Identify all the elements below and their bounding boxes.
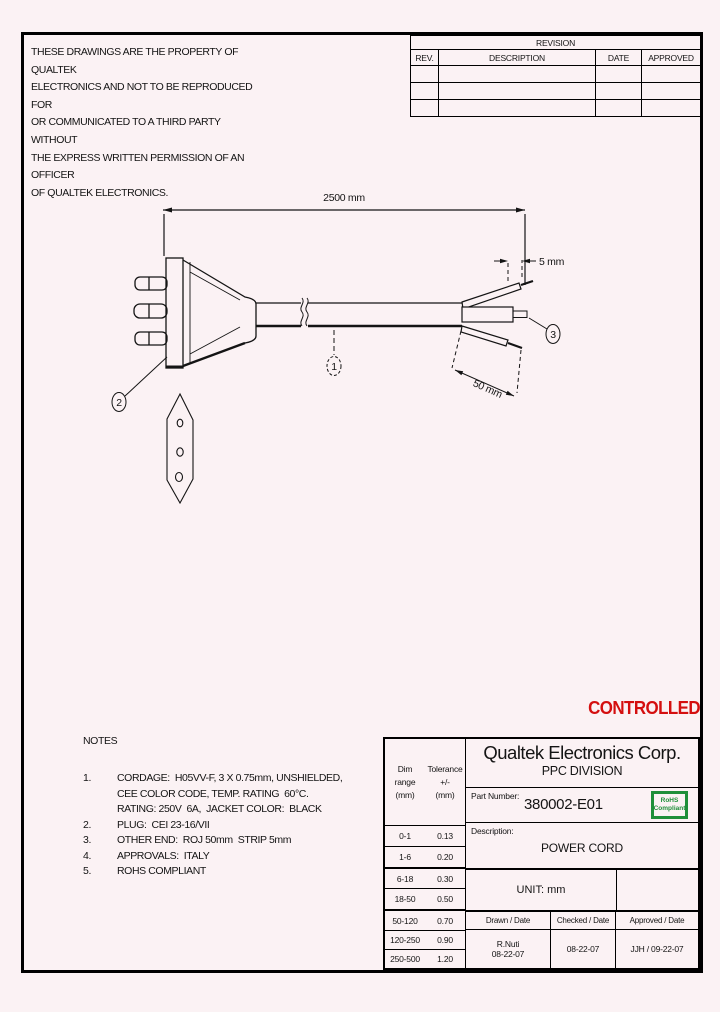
- note-item-3: [83, 833, 383, 849]
- note-text-line: RATING: 250V 6A, JACKET COLOR: BLACK: [117, 803, 322, 815]
- tolerance-row: 0-1 0.13: [385, 825, 465, 846]
- approved-signature: JJH / 09-22-07: [630, 944, 684, 954]
- balloon-1-number: 1: [331, 361, 337, 373]
- tolerance-row: 6-18 0.30: [385, 867, 465, 888]
- note-text-line: CORDAGE: H05VV-F, 3 X 0.75mm, UNSHIELDED,: [117, 772, 343, 784]
- revision-table-title: REVISION: [411, 36, 701, 50]
- unit-label: UNIT: mm: [466, 870, 617, 910]
- note-number: 1.: [83, 772, 91, 784]
- plug-face-view: [167, 394, 193, 503]
- revision-col-approved: APPROVED: [642, 50, 701, 66]
- note-text-line: PLUG: CEI 23-16/VII: [117, 818, 210, 831]
- note-text-line: CEE COLOR CODE, TEMP. RATING 60°C.: [117, 787, 309, 800]
- note-number: 4.: [83, 849, 91, 862]
- plug-pin: [134, 304, 167, 318]
- tolerance-table: [385, 739, 466, 968]
- title-block: [383, 737, 700, 970]
- part-number-label: Part Number:: [471, 791, 520, 801]
- rohs-compliant-badge: RoHS Compliant: [651, 791, 688, 819]
- note-item-1: [83, 771, 383, 818]
- notes-heading: NOTES: [83, 735, 118, 747]
- description-value: POWER CORD: [540, 841, 623, 855]
- balloon-3-number: 3: [550, 329, 556, 341]
- drawn-signature: R.Nuti 08-22-07: [466, 930, 551, 968]
- revision-col-rev: REV.: [411, 50, 439, 66]
- notes-section: [83, 735, 383, 880]
- revision-table: [410, 35, 701, 117]
- unit-empty-cell: [617, 870, 698, 910]
- balloon-callout-3: [529, 318, 560, 344]
- description-label: Description:: [471, 826, 514, 836]
- tolerance-row: 50-120 0.70: [385, 909, 465, 930]
- note-item-4: [83, 849, 383, 865]
- jacket-removal-label: 50 mm: [470, 377, 504, 401]
- plug-pin: [135, 277, 167, 290]
- revision-empty-row: [411, 83, 701, 100]
- revision-empty-row: [411, 66, 701, 83]
- tolerance-row: 250-500 1.20: [385, 949, 465, 968]
- strip-length-dimension: [494, 256, 565, 281]
- disclaimer-line: ELECTRONICS AND NOT TO BE REPRODUCED FOR: [31, 81, 253, 111]
- revision-empty-row: [411, 100, 701, 117]
- balloon-2-number: 2: [116, 397, 122, 409]
- note-number: 5.: [83, 865, 91, 877]
- disclaimer-line: OF QUALTEK ELECTRONICS.: [31, 186, 169, 199]
- checked-date-label: Checked / Date: [551, 912, 616, 929]
- signature-header-row: [466, 910, 698, 929]
- company-name: Qualtek Electronics Corp.: [483, 742, 681, 763]
- tolerance-row: 120-250 0.90: [385, 930, 465, 949]
- tolerance-row: 18-50 0.50: [385, 888, 465, 909]
- part-number-value: 380002-E01: [524, 796, 603, 813]
- note-item-5: [83, 864, 383, 880]
- signature-value-row: [466, 929, 698, 968]
- plug-pin: [135, 332, 167, 345]
- plug-side-view: [134, 258, 256, 368]
- disclaimer-line: OR COMMUNICATED TO A THIRD PARTY WITHOUT: [31, 116, 221, 146]
- note-number: 3.: [83, 834, 91, 846]
- approved-date-label: Approved / Date: [629, 916, 685, 925]
- division-name: PPC DIVISION: [541, 764, 623, 778]
- note-text-line: APPROVALS: ITALY: [117, 849, 210, 862]
- disclaimer-line: THESE DRAWINGS ARE THE PROPERTY OF QUALTEK: [31, 46, 239, 76]
- checked-signature: 08-22-07: [551, 930, 616, 968]
- balloon-callout-2: [112, 357, 167, 412]
- description-row: [466, 822, 698, 868]
- controlled-stamp: CONTROLLED: [588, 698, 700, 718]
- revision-col-description: DESCRIPTION: [439, 50, 596, 66]
- note-number: 2.: [83, 818, 91, 831]
- cable: [256, 298, 462, 326]
- note-text-line: OTHER END: ROJ 50mm STRIP 5mm: [117, 834, 292, 846]
- company-header: [466, 739, 698, 787]
- unit-row: [466, 868, 698, 910]
- balloon-callout-1: [327, 330, 341, 376]
- tolerance-row: 1-6 0.20: [385, 846, 465, 867]
- strip-length-label: 5 mm: [539, 256, 565, 268]
- tolerance-table-header: Dim range (mm) Tolerance +/- (mm): [394, 763, 463, 800]
- overall-length-label: 2500 mm: [323, 192, 365, 204]
- disclaimer-line: THE EXPRESS WRITTEN PERMISSION OF AN OFFICER: [31, 151, 245, 182]
- note-text-line: ROHS COMPLIANT: [117, 865, 206, 877]
- note-item-2: [83, 818, 383, 834]
- drawn-date-label: Drawn / Date: [466, 912, 551, 929]
- part-number-row: [466, 787, 698, 822]
- power-cord-drawing: [90, 180, 580, 515]
- property-disclaimer: [31, 44, 266, 202]
- stripped-wire-ends: [461, 281, 533, 348]
- revision-col-date: DATE: [596, 50, 642, 66]
- overall-length-dimension: [163, 192, 525, 285]
- jacket-removal-dimension: [452, 331, 521, 401]
